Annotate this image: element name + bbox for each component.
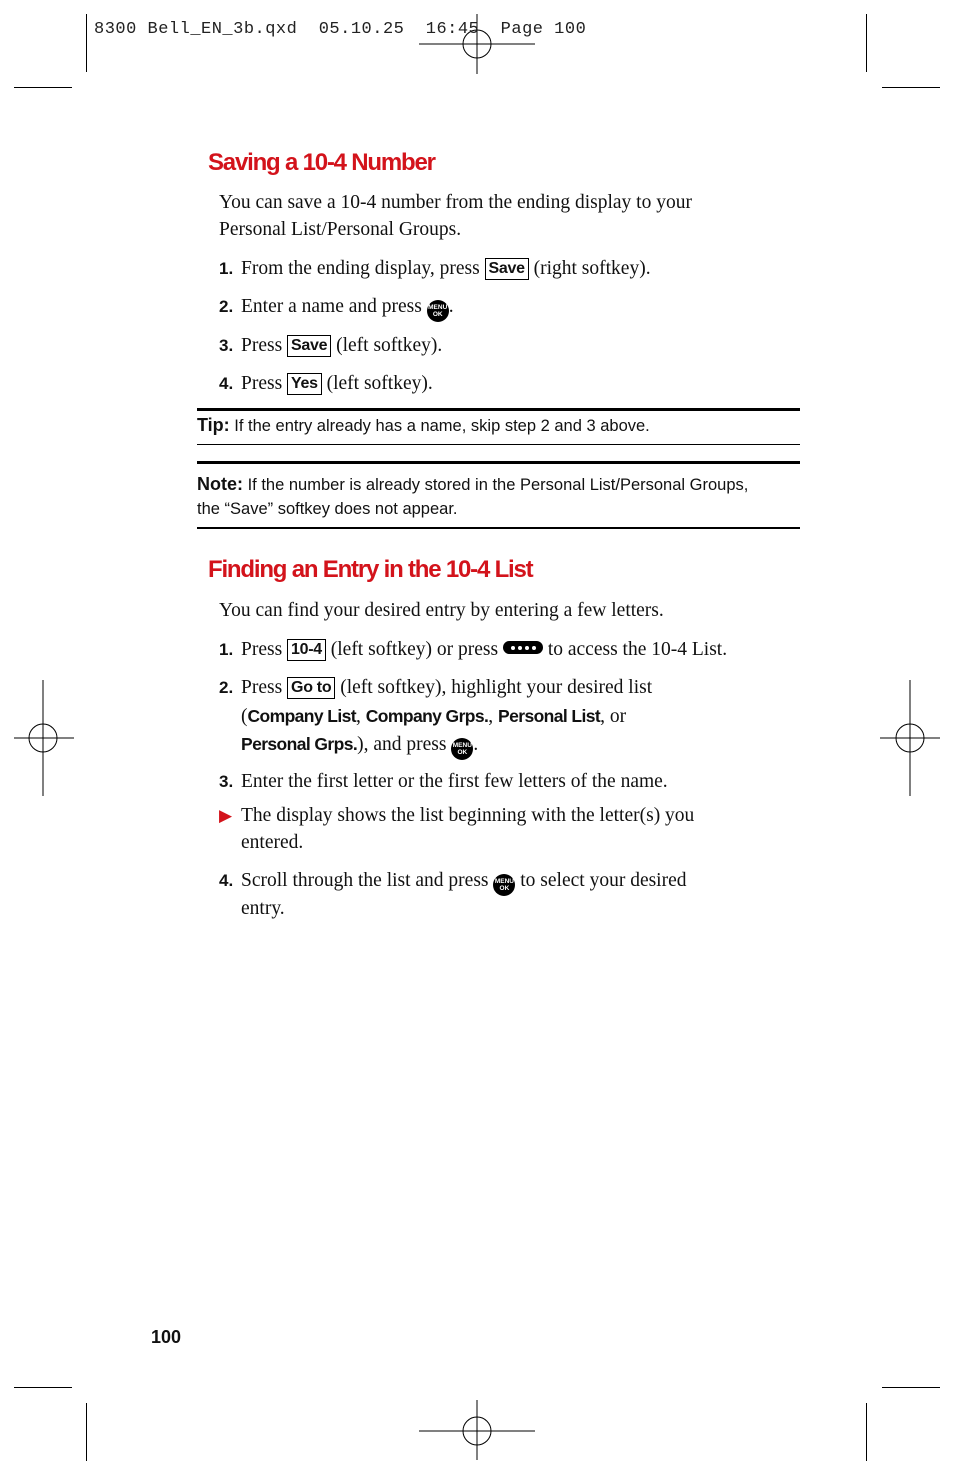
step-text: Press [241, 677, 283, 698]
step-item [219, 636, 728, 664]
tip-label: Tip: [197, 415, 230, 435]
option-personal-grps: Personal Grps. [241, 734, 358, 754]
registration-mark-bottom [419, 1400, 535, 1462]
step-number: 4. [219, 374, 234, 393]
section-heading-saving: Saving a 10-4 Number [208, 149, 435, 176]
step-text: (left softkey), highlight your desired list [340, 677, 653, 698]
step-text: (left softkey). [336, 335, 443, 356]
step-text: Scroll through the list and press [241, 870, 489, 891]
menu-ok-icon: MENU OK [451, 738, 473, 760]
go-to-softkey: Go to [287, 677, 335, 699]
tip-top-rule [197, 408, 800, 411]
step-text: Press [241, 335, 283, 356]
step-number: 4. [219, 871, 234, 890]
section-intro-saving [219, 189, 692, 243]
tip-text: If the entry already has a name, skip step 2 and 3 above. [234, 417, 650, 435]
ten-four-softkey: 10-4 [287, 639, 326, 661]
option-company-list: Company List [247, 706, 357, 726]
step-number: 3. [219, 772, 234, 791]
note-top-rule [197, 461, 800, 464]
step-text: Enter a name and press [241, 296, 422, 317]
step-text: (left softkey) or press [330, 639, 499, 660]
save-softkey: Save [485, 258, 529, 280]
step-item [219, 768, 668, 796]
section-heading-finding: Finding an Entry in the 10-4 List [208, 556, 533, 583]
step-text: Enter the first letter or the first few letters of the name. [241, 771, 668, 792]
menu-ok-icon: MENU OK [427, 300, 449, 322]
tip-box [197, 413, 802, 438]
step-number: 3. [219, 336, 234, 355]
option-personal-list: Personal List [498, 706, 601, 726]
page-number: 100 [151, 1327, 182, 1347]
step-item [219, 370, 433, 398]
step-item [219, 867, 687, 919]
menu-ok-icon: MENU OK [493, 874, 515, 896]
tip-bottom-rule [197, 444, 800, 445]
section-intro-finding: You can find your desired entry by entering a few letters. [219, 600, 664, 621]
step-text: Press [241, 639, 283, 660]
step-item [219, 332, 443, 360]
step-text: (left softkey). [326, 373, 433, 394]
step-item [219, 293, 454, 321]
result-item [219, 802, 695, 853]
note-bottom-rule [197, 527, 800, 529]
note-text: the “Save” softkey does not appear. [197, 500, 458, 518]
step-text: From the ending display, press [241, 258, 480, 279]
result-text: entered. [241, 832, 304, 853]
print-slug: 8300 Bell_EN_3b.qxd 05.10.25 16:45 Page 100 [94, 20, 587, 39]
save-softkey: Save [287, 335, 331, 357]
intro-line: You can save a 10-4 number from the ending display to your [219, 192, 692, 213]
step-text: (right softkey). [533, 258, 651, 279]
step-text: entry. [241, 898, 285, 919]
step-text: to access the 10-4 List. [547, 639, 728, 660]
note-box [197, 472, 802, 521]
step-item [219, 255, 651, 283]
triangle-bullet-icon: ▶ [219, 806, 233, 825]
option-company-grps: Company Grps. [365, 706, 489, 726]
intro-line: Personal List/Personal Groups. [219, 219, 462, 240]
step-number: 1. [219, 640, 234, 659]
note-label: Note: [197, 474, 243, 494]
yes-softkey: Yes [287, 373, 322, 395]
note-text: If the number is already stored in the Personal List/Personal Groups, [247, 476, 749, 494]
step-number: 2. [219, 678, 234, 697]
step-number: 2. [219, 297, 234, 316]
step-number: 1. [219, 259, 234, 278]
step-text: . [448, 296, 454, 317]
step-item: 2. Press Go to (left softkey), highlight your desired list (Company List, Company Grps., Personal List, or Personal Grps.), and press MENU OK . [219, 674, 241, 702]
step-text: Press [241, 373, 283, 394]
result-text: The display shows the list beginning with the letter(s) you [241, 805, 695, 826]
registration-mark-right [880, 680, 940, 796]
registration-mark-left [14, 680, 74, 796]
navigation-key-icon [503, 641, 543, 654]
step-text: to select your desired [520, 870, 687, 891]
